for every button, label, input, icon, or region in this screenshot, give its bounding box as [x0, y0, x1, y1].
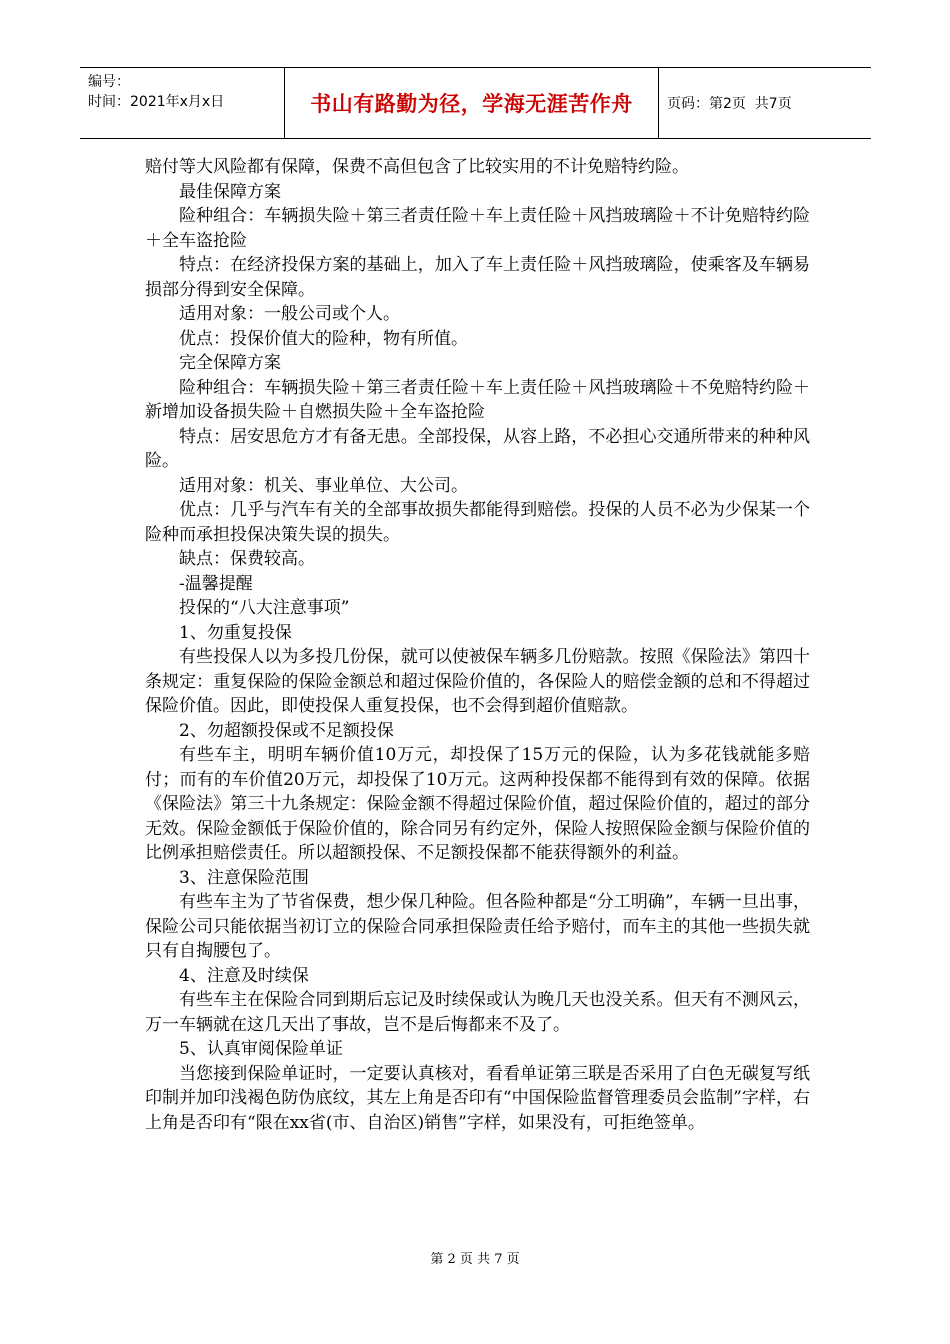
paragraph: 3、注意保险范围	[179, 867, 309, 888]
paragraph: 当您接到保险单证时，一定要认真核对，看看单证第三联是否采用了白色无碳复写纸印制并加印浅褐色防伪底纹，其左上角是否印有“中国保险监督管理委员会监制”字样，右上角是否印有“限在xx省(市、自治区)销售”字样，如果没有，可拒绝签单。	[145, 1063, 810, 1133]
header-page-cell	[659, 68, 871, 138]
paragraph: 4、注意及时续保	[179, 965, 309, 986]
paragraph: -温馨提醒	[179, 573, 253, 594]
paragraph: 特点：居安思危方才有备无患。全部投保，从容上路，不必担心交通所带来的种种风险。	[145, 426, 810, 471]
header-motto-cell	[285, 68, 659, 138]
paragraph: 缺点：保费较高。	[179, 549, 315, 569]
paragraph: 5、认真审阅保险单证	[179, 1039, 343, 1059]
paragraph: 特点：在经济投保方案的基础上，加入了车上责任险＋风挡玻璃险，使乘客及车辆易损部分得到安全保障。	[145, 255, 810, 300]
paragraph: 险种组合：车辆损失险＋第三者责任险＋车上责任险＋风挡玻璃险＋不免赔特约险＋新增加设备损失险＋自燃损失险＋全车盗抢险	[145, 377, 810, 422]
paragraph: 险种组合：车辆损失险＋第三者责任险＋车上责任险＋风挡玻璃险＋不计免赔特约险＋全车盗抢险	[145, 206, 810, 251]
paragraph: 完全保障方案	[179, 353, 281, 373]
paragraph: 有些投保人以为多投几份保，就可以使被保车辆多几份赔款。按照《保险法》第四十条规定：重复保险的保险金额总和超过保险价值的，各保险人的赔偿金额的总和不得超过保险价值。因此，即使投保人重复投保，也不会得到超价值赔款。	[145, 647, 810, 716]
paragraph: 赔付等大风险都有保障，保费不高但包含了比较实用的不计免赔特约险。	[145, 157, 689, 177]
page-header	[80, 67, 871, 139]
header-motto: 书山有路勤为径，学海无涯苦作舟	[310, 92, 633, 116]
paragraph: 优点：投保价值大的险种，物有所值。	[179, 328, 468, 349]
paragraph: 有些车主在保险合同到期后忘记及时续保或认为晚几天也没关系。但天有不测风云，万一车辆就在这几天出了事故，岂不是后悔都来不及了。	[145, 990, 810, 1035]
paragraph: 1、勿重复投保	[179, 622, 292, 643]
paragraph: 最佳保障方案	[179, 181, 281, 202]
paragraph: 优点：几乎与汽车有关的全部事故损失都能得到赔偿。投保的人员不必为少保某一个险种而承担投保决策失误的损失。	[145, 500, 810, 545]
paragraph: 适用对象：一般公司或个人。	[179, 304, 400, 324]
paragraph: 2、勿超额投保或不足额投保	[179, 720, 394, 741]
paragraph: 有些车主，明明车辆价值10万元，却投保了15万元的保险，认为多花钱就能多赔付；而有的车价值20万元，却投保了10万元。这两种投保都不能得到有效的保障。依据《保险法》第三十九条规定：保险金额不得超过保险价值，超过保险价值的，超过的部分无效。保险金额低于保险价值的，除合同另有约定外，保险人按照保险金额与保险价值的比例承担赔偿责任。所以超额投保、不足额投保都不能获得额外的利益。	[145, 745, 810, 863]
document-number: 编号：	[88, 74, 130, 90]
document-body	[145, 155, 810, 1135]
header-meta	[80, 68, 285, 138]
document-date: 时间：2021年x月x日	[88, 94, 225, 110]
paragraph: 投保的“八大注意事项”	[179, 598, 350, 618]
header-page-code: 页码：第2页 共7页	[667, 96, 792, 112]
paragraph: 有些车主为了节省保费，想少保几种险。但各险种都是“分工明确”，车辆一旦出事，保险公司只能依据当初订立的保险合同承担保险责任给予赔付，而车主的其他一些损失就只有自掏腰包了。	[145, 892, 810, 961]
page-footer: 第 2 页 共 7 页	[430, 1252, 520, 1267]
paragraph: 适用对象：机关、事业单位、大公司。	[179, 475, 468, 496]
